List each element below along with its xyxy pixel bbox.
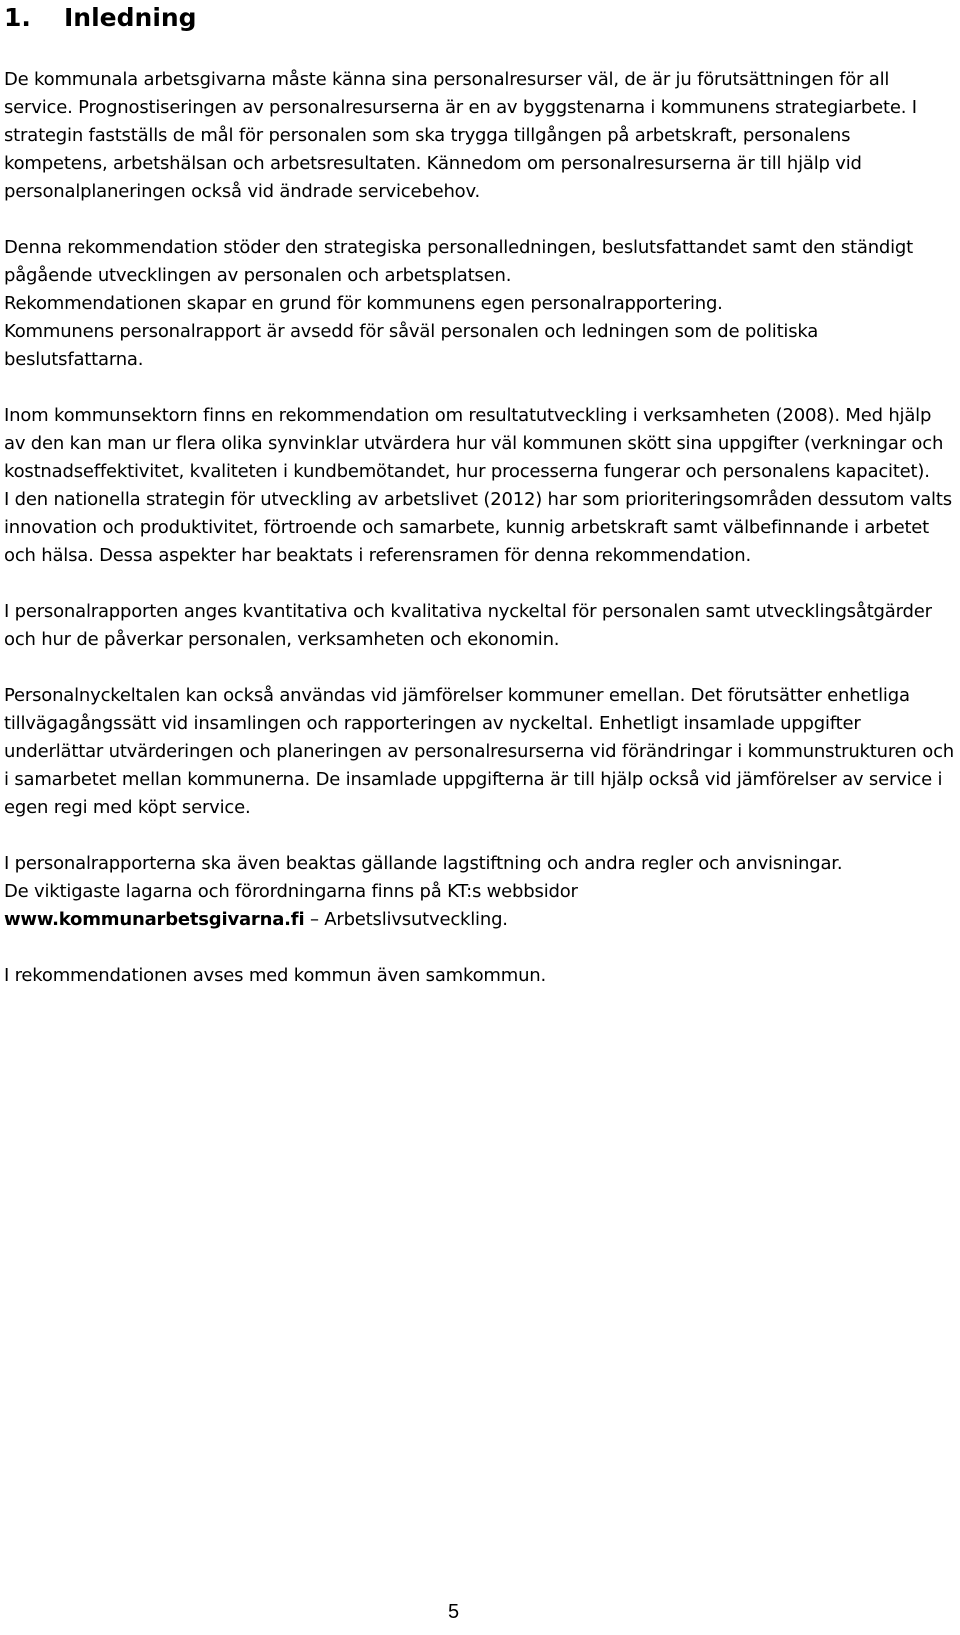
paragraph-legislation — [4, 850, 956, 934]
link-suffix: – Arbetslivsutveckling. — [304, 909, 508, 930]
page-number: 5 — [448, 1601, 460, 1623]
paragraph-indicators — [4, 598, 956, 654]
heading-title: Inledning — [64, 3, 197, 32]
paragraph-closing — [4, 962, 956, 990]
paragraph-text: I personalrapporterna ska även beaktas gällande lagstiftning och andra regler och anvisningar. — [4, 853, 843, 874]
paragraph-text: I den nationella strategin för utveckling av arbetslivet (2012) har som prioriteringsområden dessutom valts innovation och produktivitet, förtroende och samarbete, kunnig arbetskraft samt välbefinnande i arbetet och hälsa. Dessa aspekter har beaktats i referensramen för denna rekommendation. — [4, 489, 952, 566]
paragraph-text: Personalnyckeltalen kan också användas vid jämförelser kommuner emellan. Det förutsätter enhetliga tillvägagångssätt vid insamlingen och rapporteringen av nyckeltal. Enhetligt insamlade uppgifter underlättar utvärderingen och planeringen av personalresurserna vid förändringar i kommunstrukturen och i samarbetet mellan kommunerna. De insamlade uppgifterna är till hjälp också vid jämförelser av service i egen regi med köpt service. — [4, 685, 954, 818]
paragraph-text: Rekommendationen skapar en grund för kommunens egen personalrapportering. — [4, 293, 723, 314]
paragraph-text: Inom kommunsektorn finns en rekommendation om resultatutveckling i verksamheten (2008). Med hjälp av den kan man ur flera olika synvinklar utvärdera hur väl kommunen skött sina uppgifter (verkningar och kostnadseffektivitet, kvaliteten i kundbemötandet, hur processerna fungerar och personalens kapacitet). — [4, 405, 944, 482]
paragraph-result-development — [4, 402, 956, 570]
paragraph-intro — [4, 66, 956, 206]
paragraph-text: I rekommendationen avses med kommun även samkommun. — [4, 965, 547, 986]
website-link[interactable]: www.kommunarbetsgivarna.fi — [4, 909, 305, 930]
paragraph-text: Kommunens personalrapport är avsedd för såväl personalen och ledningen som de politiska beslutsfattarna. — [4, 321, 819, 370]
heading-number: 1. — [4, 3, 31, 32]
document-page — [4, 0, 956, 990]
paragraph-text: Denna rekommendation stöder den strategiska personalledningen, beslutsfattandet samt den ständigt pågående utvecklingen av personalen och arbetsplatsen. — [4, 237, 914, 286]
paragraph-strategic-management — [4, 234, 956, 374]
paragraph-text: De viktigaste lagarna och förordningarna finns på KT:s webbsidor — [4, 881, 578, 902]
paragraph-text: De kommunala arbetsgivarna måste känna sina personalresurser väl, de är ju förutsättningen för all service. Prognostiseringen av personalresurserna är en av byggstenarna i kommunens strategiarbete. I strategin fastställs de mål för personalen som ska trygga tillgången på arbetskraft, personalens kompetens, arbetshälsan och arbetsresultaten. Kännedom om personalresurserna är till hjälp vid personalplaneringen också vid ändrade servicebehov. — [4, 69, 917, 202]
paragraph-text: I personalrapporten anges kvantitativa och kvalitativa nyckeltal för personalen samt utvecklingsåtgärder och hur de påverkar personalen, verksamheten och ekonomin. — [4, 601, 932, 650]
section-heading — [4, 0, 956, 34]
paragraph-comparisons — [4, 682, 956, 822]
